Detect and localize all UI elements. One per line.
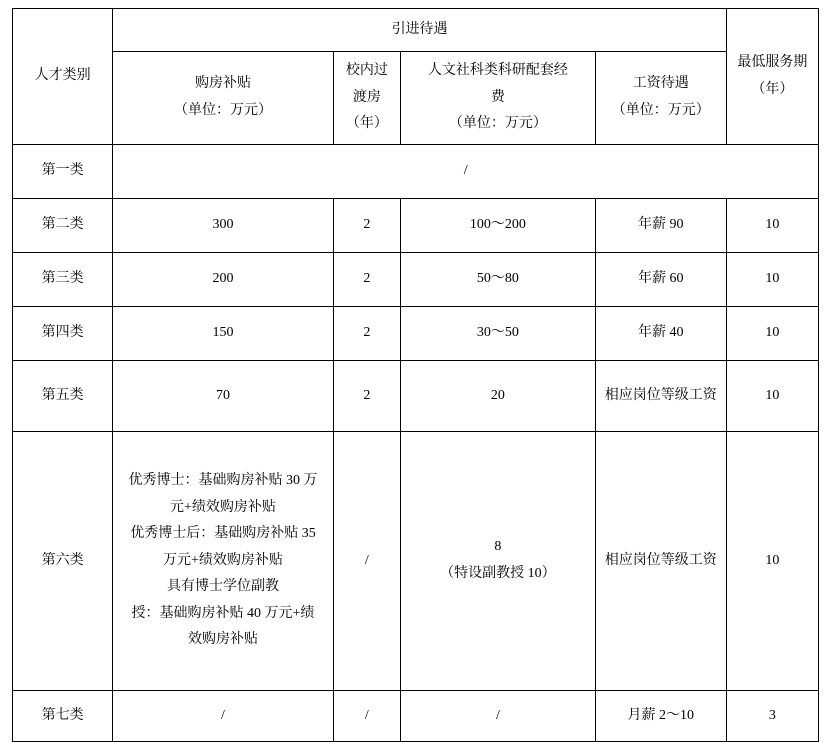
header-cell-service-period [726,9,818,145]
header-cell-research-funding [401,52,596,145]
cell-research-funding: 20 [401,361,596,432]
cell-category: 第四类 [13,307,113,361]
cell-transition-housing: 2 [333,307,401,361]
table-row [13,432,819,691]
cell-category: 第一类 [13,145,113,199]
header-cell-salary [595,52,726,145]
header-salary-line2: （单位：万元） [611,103,710,118]
cell-service-period: 10 [726,253,818,307]
cell-housing-subsidy: 150 [113,307,333,361]
header-cell-transition-housing [333,52,401,145]
header-housing-line1: 购房补贴 [194,76,251,92]
cell-housing-subsidy: / [113,691,333,742]
cell-housing-subsidy: 200 [113,253,333,307]
housing-detail-line: 万元+绩效购房补贴 [163,552,283,568]
cell-service-period: 10 [726,199,818,253]
table-header-row-group [13,9,819,52]
header-service-line1: 最低服务期 [737,54,808,70]
cell-housing-subsidy [113,432,333,691]
cell-service-period: 10 [726,361,818,432]
header-research-line2: 费 [490,89,505,105]
cell-research-funding: 100～200 [401,199,596,253]
cell-transition-housing: / [333,691,401,742]
table-row [13,307,819,361]
header-research-line3: （单位：万元） [448,116,547,132]
cell-category: 第三类 [13,253,113,307]
cell-service-period: 10 [726,432,818,691]
cell-housing-subsidy: 300 [113,199,333,253]
cell-salary: 年薪 40 [595,307,726,361]
cell-salary: 相应岗位等级工资 [595,432,726,691]
housing-detail-line: 优秀博士：基础购房补贴 30 万 [128,472,318,488]
cell-category: 第七类 [13,691,113,742]
cell-service-period: 10 [726,307,818,361]
table-row [13,253,819,307]
header-service-line2: （年） [751,81,794,97]
cell-transition-housing: 2 [333,361,401,432]
housing-detail-line: 元+绩效购房补贴 [170,499,276,515]
cell-research-funding: 30～50 [401,307,596,361]
header-cell-group: 引进待遇 [113,9,726,52]
housing-detail-line: 优秀博士后：基础购房补贴 35 [130,526,316,542]
cell-salary: 年薪 60 [595,253,726,307]
cell-service-period: 3 [726,691,818,742]
talent-benefits-table [12,8,819,742]
table-row [13,145,819,199]
cell-research-funding [401,432,596,691]
cell-transition-housing: / [333,432,401,691]
cell-transition-housing: 2 [333,253,401,307]
cell-transition-housing: 2 [333,199,401,253]
header-transit-line2: 渡房 [352,89,381,105]
cell-category: 第六类 [13,432,113,691]
cell-category: 第五类 [13,361,113,432]
table-header-row-columns [13,52,819,145]
header-research-line1: 人文社科类科研配套经 [427,63,568,79]
cell-salary: 年薪 90 [595,199,726,253]
housing-detail-line: 具有博士学位副教 [166,579,279,595]
header-transit-line3: （年） [345,116,388,132]
housing-detail-line: 效购房补贴 [187,632,258,648]
cell-research-funding: / [401,691,596,742]
cell-research-funding: 50～80 [401,253,596,307]
cell-category: 第二类 [13,199,113,253]
header-salary-line1: 工资待遇 [632,76,689,92]
table-row [13,691,819,742]
cell-salary: 月薪 2～10 [595,691,726,742]
cell-merged-value: / [113,145,819,199]
header-housing-line2: （单位：万元） [173,103,272,118]
cell-housing-subsidy: 70 [113,361,333,432]
research-main-value: 8 [494,539,502,555]
header-cell-housing-subsidy [113,52,333,145]
header-cell-category: 人才类别 [13,9,113,145]
research-note: （特设副教授 10） [440,566,556,581]
table-row [13,361,819,432]
cell-salary: 相应岗位等级工资 [595,361,726,432]
table-row [13,199,819,253]
header-transit-line1: 校内过 [345,63,388,79]
housing-detail-line: 授：基础购房补贴 40 万元+绩 [131,605,315,621]
